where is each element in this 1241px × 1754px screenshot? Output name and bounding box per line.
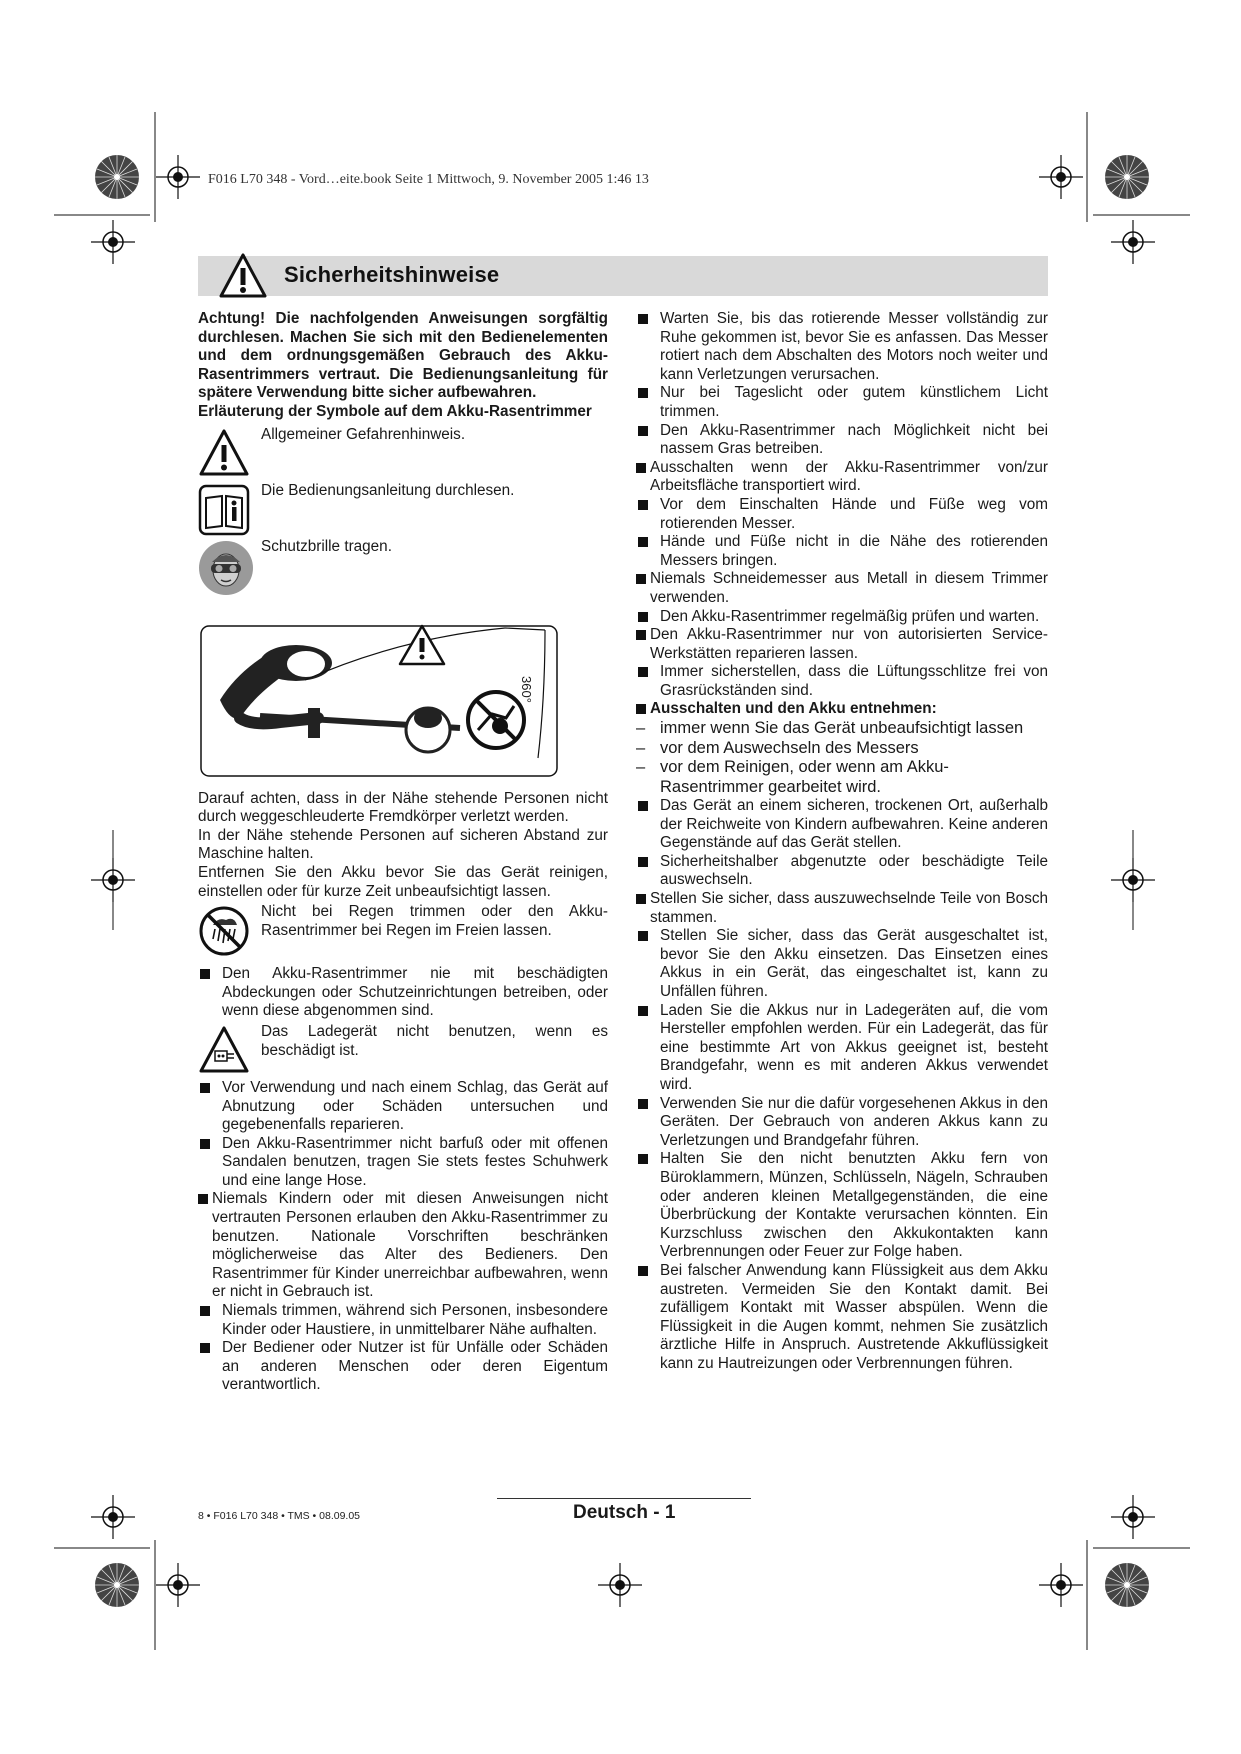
list-item-damaged-covers: Den Akku-Rasentrimmer nie mit beschädigten Abdeckungen oder Schutzeinrichtungen betreiben, oder wenn diese abgenommen sind. <box>198 965 608 1021</box>
symbol-text-goggles: Schutzbrille tragen. <box>261 537 392 555</box>
bullet-square <box>200 969 210 979</box>
safety-goggles-icon <box>198 540 254 596</box>
warning-triangle-icon <box>218 252 268 300</box>
bullet-square <box>638 1006 648 1016</box>
list-item: Laden Sie die Akkus nur in Ladegeräten auf, die vom Hersteller empfohlen werden. Für ein Ladegerät, das für eine bestimmte Art von Akkus geeignet ist, besteht Brandgefahr, wenn es mit anderen Akkus verwendet wird. <box>636 1002 1048 1095</box>
para-safe-distance: In der Nähe stehende Personen auf sicheren Abstand zur Maschine halten. <box>198 826 608 863</box>
list-item: Stellen Sie sicher, dass das Gerät ausgeschaltet ist, bevor Sie den Akku einsetzen. Das Einsetzen eines Akkus in ein Gerät, das eingeschaltet ist, kann zu Unfällen führen. <box>636 927 1048 1001</box>
symbol-text-charger: Das Ladegerät nicht benutzen, wenn es beschädigt ist. <box>261 1022 608 1059</box>
bullet-square <box>638 426 648 436</box>
list-item: Niemals Schneidemesser aus Metall in diesem Trimmer verwenden. <box>636 570 1048 607</box>
symbol-row-no-rain <box>198 903 608 955</box>
bullet-square <box>638 667 648 677</box>
list-item: Verwenden Sie nur die dafür vorgesehenen Akkus in den Geräten. Der Gebrauch von anderen Akkus kann zu Verletzungen und Brandgefahr führen. <box>636 1095 1048 1151</box>
list-item-inspect: Vor Verwendung und nach einem Schlag, das Gerät auf Abnutzung oder Schäden untersuchen und gegebenenfalls reparieren. <box>198 1079 608 1135</box>
trimmer-operator-illustration <box>200 618 558 784</box>
bullet-square <box>636 894 646 904</box>
list-item-responsibility: Der Bediener oder Nutzer ist für Unfälle oder Schäden an anderen Menschen oder deren Eigentum verantwortlich. <box>198 1339 608 1395</box>
bullet-square <box>638 388 648 398</box>
bullet-square <box>638 801 648 811</box>
bullet-square <box>200 1139 210 1149</box>
footer-print-info: 8 • F016 L70 348 • TMS • 08.09.05 <box>198 1510 361 1522</box>
footer-divider <box>497 1498 751 1499</box>
bullet-square <box>638 1099 648 1109</box>
list-item: Sicherheitshalber abgenutzte oder beschädigte Teile auswechseln. <box>636 853 1048 890</box>
left-column <box>198 310 608 1395</box>
para-remove-battery: Entfernen Sie den Akku bevor Sie das Gerät reinigen, einstellen oder für kurze Zeit unbeaufsichtigt lassen. <box>198 863 608 900</box>
bullet-square <box>636 630 646 640</box>
right-list-a <box>636 310 1048 700</box>
rotation-angle-label: 360° <box>519 675 534 703</box>
bullet-square <box>638 931 648 941</box>
section-title: Sicherheitshinweise <box>284 262 500 287</box>
list-item: Den Akku-Rasentrimmer nach Möglichkeit nicht bei nassem Gras betreiben. <box>636 422 1048 459</box>
bullet-square <box>638 1266 648 1276</box>
symbol-row-goggles <box>198 538 608 590</box>
bullet-square <box>638 612 648 622</box>
right-list-b <box>636 797 1048 1373</box>
symbol-row-charger <box>198 1023 608 1079</box>
dash-item-cleaning: – vor dem Reinigen, oder wenn am Akku-Rasentrimmer gearbeitet wird. <box>636 758 949 796</box>
list-item: Den Akku-Rasentrimmer nur von autorisierten Service-Werkstätten reparieren lassen. <box>636 626 1048 663</box>
bullet-square <box>200 1343 210 1353</box>
list-item: Vor dem Einschalten Hände und Füße weg vom rotierenden Messer. <box>636 496 1048 533</box>
damaged-charger-warning-icon <box>198 1025 250 1075</box>
symbol-row-read-manual <box>198 482 608 534</box>
list-item: Halten Sie den nicht benutzten Akku fern von Büroklammern, Münzen, Schlüsseln, Nägeln, Schrauben oder anderen kleinen Metallgegenständen, die eine Überbrückung der Kontakte verursachen könnten. Ein Kurzschluss zwischen den Akkukontakten kann Verbrennungen oder Feuer zur Folge haben. <box>636 1150 1048 1262</box>
footer-page-label: Deutsch - 1 <box>573 1502 676 1523</box>
list-item-bystanders: Niemals trimmen, während sich Personen, insbesondere Kinder oder Haustiere, in unmittelbarer Nähe aufhalten. <box>198 1302 608 1339</box>
symbol-text-no-rain: Nicht bei Regen trimmen oder den Akku-Rasentrimmer bei Regen im Freien lassen. <box>261 903 608 939</box>
trimmer-safety-distance-illustration <box>200 618 558 784</box>
print-header: F016 L70 348 - Vord…eite.book Seite 1 Mittwoch, 9. November 2005 1:46 13 <box>208 172 649 187</box>
dash-item-blade-change: – vor dem Auswechseln des Messers <box>636 738 919 757</box>
bullet-square <box>200 1306 210 1316</box>
warning-triangle-icon <box>198 428 250 478</box>
bullet-square <box>638 857 648 867</box>
bullet-square <box>636 463 646 473</box>
list-item: Das Gerät an einem sicheren, trockenen Ort, außerhalb der Reichweite von Kindern aufbewahren. Keine anderen Gegenstände auf das Gerät stellen. <box>636 797 1048 853</box>
list-item: Hände und Füße nicht in die Nähe des rotierenden Messers bringen. <box>636 533 1048 570</box>
no-rain-icon <box>198 905 250 957</box>
list-item: Bei falscher Anwendung kann Flüssigkeit aus dem Akku austreten. Vermeiden Sie den Kontakt damit. Bei zufälligem Kontakt mit Wasser abspülen. Wenn die Flüssigkeit in die Augen kommt, nehmen Sie zusätzlich ärztliche Hilfe in Anspruch. Austretende Akkuflüssigkeit kann zu Hautreizungen oder Verbrennungen führen. <box>636 1262 1048 1374</box>
remove-battery-heading: Ausschalten und den Akku entnehmen: <box>636 700 1048 719</box>
bullet-square <box>636 574 646 584</box>
bullet-square <box>638 537 648 547</box>
section-title-bar <box>198 256 1048 296</box>
para-foreign-objects: Darauf achten, dass in der Nähe stehende Personen nicht durch weggeschleuderte Fremdkörper verletzt werden. <box>198 789 608 826</box>
bullet-square <box>638 314 648 324</box>
right-column <box>636 310 1048 1373</box>
read-manual-icon <box>198 484 250 536</box>
list-item: Stellen Sie sicher, dass auszuwechselnde Teile von Bosch stammen. <box>636 890 1048 927</box>
intro-warning: Achtung! Die nachfolgenden Anweisungen sorgfältig durchlesen. Machen Sie sich mit den Bedienelementen und dem ordnungsgemäßen Gebrauch des Akku-Rasentrimmers vertraut. Die Bedienungsanleitung für spätere Verwendung bitte sicher aufbewahren. <box>198 310 608 402</box>
symbol-text-general-hazard: Allgemeiner Gefahrenhinweis. <box>261 425 466 443</box>
bullet-square <box>638 500 648 510</box>
bullet-square <box>200 1083 210 1093</box>
symbols-heading: Erläuterung der Symbole auf dem Akku-Rasentrimmer <box>198 402 592 420</box>
bullet-square <box>638 1154 648 1164</box>
bullet-square <box>636 704 646 714</box>
list-item: Nur bei Tageslicht oder gutem künstlichem Licht trimmen. <box>636 384 1048 421</box>
list-item: Den Akku-Rasentrimmer regelmäßig prüfen und warten. <box>636 608 1048 627</box>
list-item-footwear: Den Akku-Rasentrimmer nicht barfuß oder mit offenen Sandalen benutzen, tragen Sie stets festes Schuhwerk und eine lange Hose. <box>198 1135 608 1191</box>
list-item: Immer sicherstellen, dass die Lüftungsschlitze frei von Grasrückständen sind. <box>636 663 1048 700</box>
list-item-children: Niemals Kindern oder mit diesen Anweisungen nicht vertrauten Personen erlauben den Akku-Rasentrimmer zu benutzen. Nationale Vorschriften beschränken möglicherweise das Alter des Bedieners. Den Rasentrimmer für Kinder unerreichbar aufbewahren, wenn er nicht in Gebrauch ist. <box>198 1190 608 1302</box>
dash-item-unattended: – immer wenn Sie das Gerät unbeaufsichtigt lassen <box>636 719 1024 738</box>
list-item: Warten Sie, bis das rotierende Messer vollständig zur Ruhe gekommen ist, bevor Sie es anfassen. Das Messer rotiert nach dem Abschalten des Motors noch weiter und kann Verletzungen verursachen. <box>636 310 1048 384</box>
bullet-square <box>198 1194 208 1204</box>
symbol-text-read-manual: Die Bedienungsanleitung durchlesen. <box>261 481 515 499</box>
list-item: Ausschalten wenn der Akku-Rasentrimmer von/zur Arbeitsfläche transportiert wird. <box>636 459 1048 496</box>
symbol-row-general-hazard <box>198 426 608 478</box>
